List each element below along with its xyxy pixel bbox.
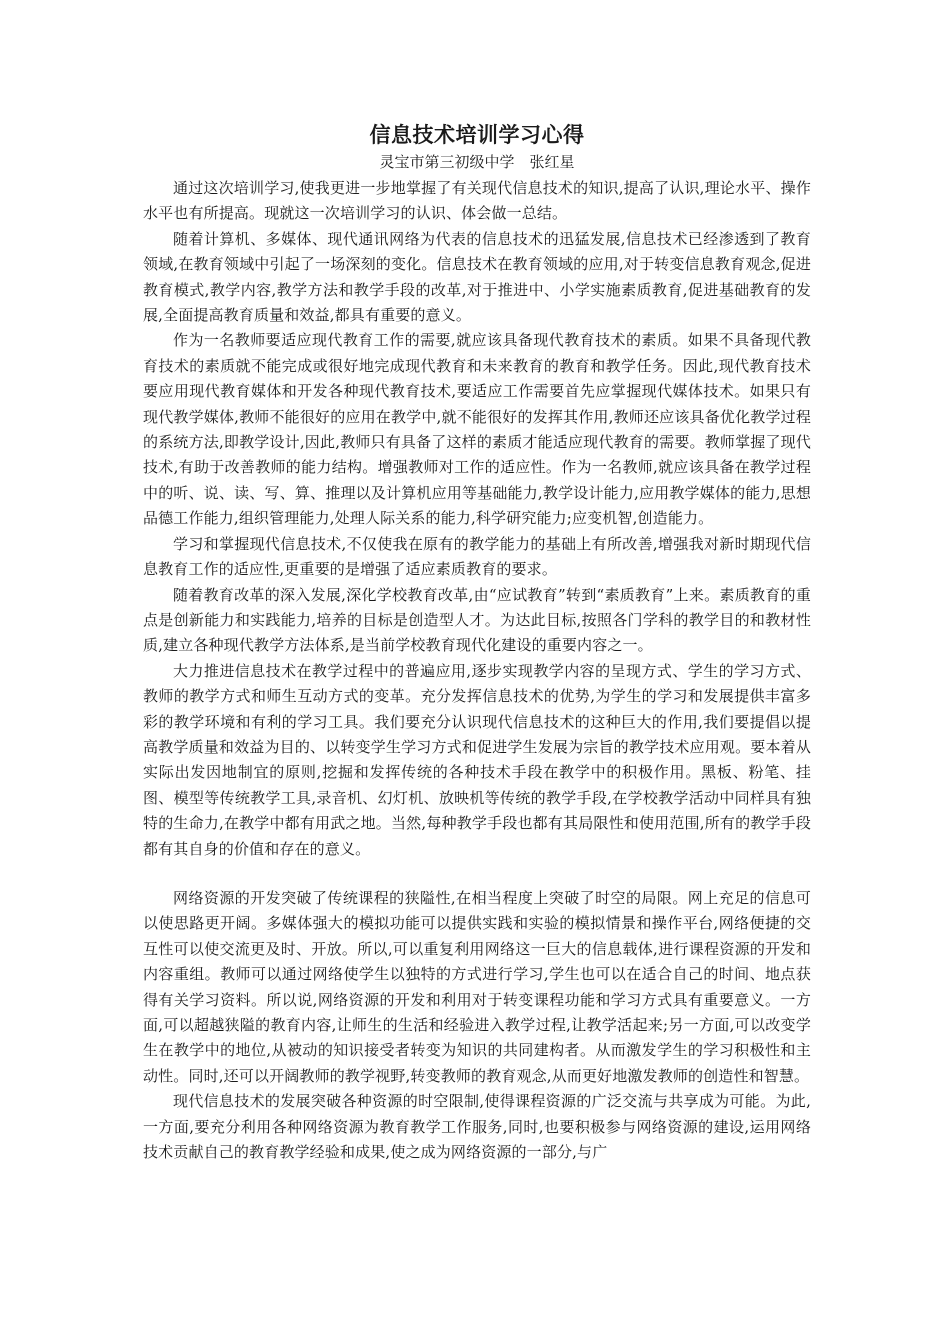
document-author: 灵宝市第三初级中学 张红星 bbox=[379, 153, 575, 171]
paragraph-reform: 随着教育改革的深入发展,深化学校教育改革,由“应试教育”转到“素质教育”上来。素质教育的重点是创新能力和实践能力,培养的目标是创造型人才。为达此目标,按照各门学科的教学目的和教材性质,建立各种现代教学方法体系,是当前学校教育现代化建设的重要内容之一。 bbox=[143, 585, 811, 655]
paragraph-intro: 通过这次培训学习,使我更进一步地掌握了有关现代信息技术的知识,提高了认识,理论水平、操作水平也有所提高。现就这一次培训学习的认识、体会做一总结。 bbox=[143, 179, 811, 223]
paragraph-learning-benefit: 学习和掌握现代信息技术,不仅使我在原有的教学能力的基础上有所改善,增强我对新时期现代信息教育工作的适应性,更重要的是增强了适应素质教育的要求。 bbox=[143, 534, 811, 579]
paragraph-resource-sharing: 现代信息技术的发展突破各种资源的时空限制,使得课程资源的广泛交流与共享成为可能。为此,一方面,要充分利用各种网络资源为教育教学工作服务,同时,也要积极参与网络资源的建设,运用网络技术贡献自己的教育教学经验和成果,使之成为网络资源的一部分,与广 bbox=[143, 1092, 811, 1162]
paragraph-development: 随着计算机、多媒体、现代通讯网络为代表的信息技术的迅猛发展,信息技术已经渗透到了教育领域,在教育领域中引起了一场深刻的变化。信息技术在教育领域的应用,对于转变信息教育观念,促进教育模式,教学内容,教学方法和教学手段的改革,对于推进中、小学实施素质教育,促进基础教育的发展,全面提高教育质量和效益,都具有重要的意义。 bbox=[143, 229, 811, 325]
document-title: 信息技术培训学习心得 bbox=[369, 122, 585, 147]
paragraph-application: 大力推进信息技术在教学过程中的普遍应用,逐步实现教学内容的呈现方式、学生的学习方式、教师的教学方式和师生互动方式的变革。充分发挥信息技术的优势,为学生的学习和发展提供丰富多彩的教学环境和有利的学习工具。我们要充分认识现代信息技术的这种巨大的作用,我们要提倡以提高教学质量和效益为目的、以转变学生学习方式和促进学生发展为宗旨的教学技术应用观。要本着从实际出发因地制宜的原则,挖掘和发挥传统的各种技术手段在教学中的积极作用。黑板、粉笔、挂图、模型等传统教学工具,录音机、幻灯机、放映机等传统的教学手段,在学校教学活动中同样具有独特的生命力,在教学中都有用武之地。当然,每种教学手段也都有其局限性和使用范围,所有的教学手段都有其自身的价值和存在的意义。 bbox=[143, 661, 811, 858]
paragraph-gap bbox=[143, 862, 811, 886]
document-page bbox=[143, 120, 811, 1165]
paragraph-network-resources: 网络资源的开发突破了传统课程的狭隘性,在相当程度上突破了时空的局限。网上充足的信息可以使思路更开阔。多媒体强大的模拟功能可以提供实践和实验的模拟情景和操作平台,网络便捷的交互性可以使交流更及时、开放。所以,可以重复利用网络这一巨大的信息载体,进行课程资源的开发和内容重组。教师可以通过网络使学生以独特的方式进行学习,学生也可以在适合自己的时间、地点获得有关学习资料。所以说,网络资源的开发和利用对于转变课程功能和学习方式具有重要意义。一方面,可以超越狭隘的教育内容,让师生的生活和经验进入教学过程,让教学活起来;另一方面,可以改变学生在教学中的地位,从被动的知识接受者转变为知识的共同建构者。从而激发学生的学习积极性和主动性。同时,还可以开阔教师的教学视野,转变教师的教育观念,从而更好地激发教师的创造性和智慧。 bbox=[143, 888, 811, 1085]
paragraph-teacher-quality: 作为一名教师要适应现代教育工作的需要,就应该具备现代教育技术的素质。如果不具备现代教育技术的素质就不能完成或很好地完成现代教育和未来教育的教育和教学任务。因此,现代教育技术要应用现代教育媒体和开发各种现代教育技术,要适应工作需要首先应掌握现代媒体技术。如果只有现代教学媒体,教师不能很好的应用在教学中,就不能很好的发挥其作用,教师还应该具备优化教学过程的系统方法,即教学设计,因此,教师只有具备了这样的素质才能适应现代教育的需要。教师掌握了现代技术,有助于改善教师的能力结构。增强教师对工作的适应性。作为一名教师,就应该具备在教学过程中的听、说、读、写、算、推理以及计算机应用等基础能力,教学设计能力,应用教学媒体的能力,思想品德工作能力,组织管理能力,处理人际关系的能力,科学研究能力;应变机智,创造能力。 bbox=[143, 331, 811, 528]
